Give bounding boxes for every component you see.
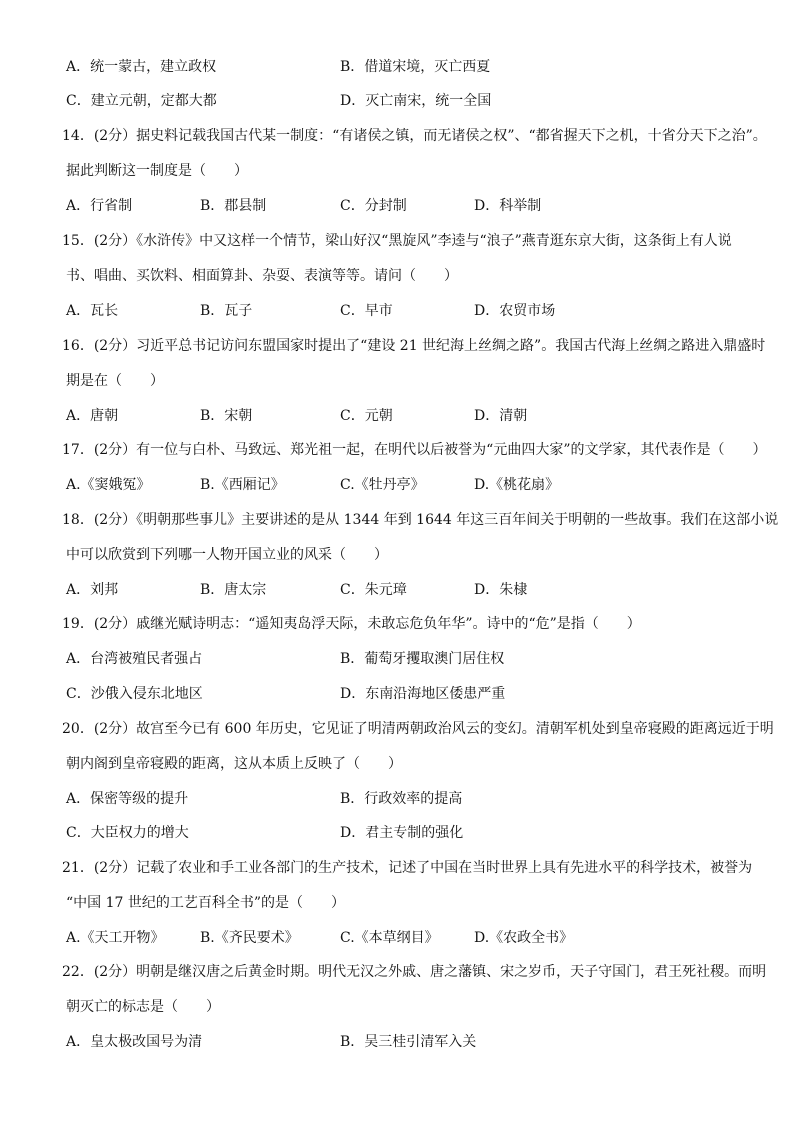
question-19-text: 19．(2分）戚继光赋诗明志：“遥知夷岛浮天际，未敢忘危负年华”。诗中的“危”是指（ ） (62, 616, 641, 632)
option-d: D．农贸市场 (474, 303, 556, 319)
option-d: D．君主专制的强化 (340, 825, 464, 841)
option-b: B．瓦子 (200, 303, 253, 319)
option-c: C.《本草纲目》 (340, 930, 439, 946)
question-15-text: 15．(2分）《水浒传》中又这样一个情节，梁山好汉“黑旋风”李逵与“浪子”燕青逛东京大街，这条街上有人说 (62, 233, 732, 249)
option-d: D．清朝 (474, 408, 528, 424)
option-a: A.《窦娥冤》 (66, 477, 151, 493)
option-c: C．分封制 (340, 198, 407, 214)
option-c: C．建立元朝，定都大都 (66, 93, 217, 109)
question-18-text-cont: 中可以欣赏到下列哪一人物开国立业的风采（ ） (66, 547, 388, 563)
question-21-text-cont: “中国 17 世纪的工艺百科全书”的是（ ） (66, 895, 346, 911)
option-d: D．科举制 (474, 198, 542, 214)
option-a: A．刘邦 (66, 582, 119, 598)
question-20-text-cont: 朝内阁到皇帝寝殿的距离，这从本质上反映了（ ） (66, 756, 402, 772)
option-b: B．葡萄牙攫取澳门居住权 (340, 651, 505, 667)
option-c: C．元朝 (340, 408, 393, 424)
option-a: A．保密等级的提升 (66, 791, 189, 807)
option-b: B．唐太宗 (200, 582, 267, 598)
option-a: A．行省制 (66, 198, 133, 214)
question-15-text-cont: 书、唱曲、买饮料、相面算卦、杂耍、表演等等。请问（ ） (66, 268, 458, 284)
option-c: C．大臣权力的增大 (66, 825, 189, 841)
option-c: C．朱元璋 (340, 582, 407, 598)
question-20-text: 20．(2分）故宫至今已有 600 年历史，它见证了明清两朝政治风云的变幻。清朝军机处到皇帝寝殿的距离远近于明 (62, 721, 774, 737)
option-c: C.《牡丹亭》 (340, 477, 425, 493)
option-b: B.《齐民要术》 (200, 930, 299, 946)
option-b: B．行政效率的提高 (340, 791, 463, 807)
option-a: A．统一蒙古，建立政权 (66, 59, 217, 75)
question-18-text: 18．(2分）《明朝那些事儿》主要讲述的是从 1344 年到 1644 年这三百年间关于明朝的一些故事。我们在这部小说 (62, 512, 779, 528)
option-a: A．皇太极改国号为清 (66, 1034, 203, 1050)
option-a: A．唐朝 (66, 408, 119, 424)
option-b: B．吴三桂引清军入关 (340, 1034, 477, 1050)
option-b: B．借道宋境，灭亡西夏 (340, 59, 491, 75)
option-b: B．宋朝 (200, 408, 253, 424)
option-c: C．沙俄入侵东北地区 (66, 686, 203, 702)
question-17-text: 17．(2分）有一位与白朴、马致远、郑光祖一起，在明代以后被誉为“元曲四大家”的文学家，其代表作是（ ） (62, 442, 767, 458)
option-a: A．台湾被殖民者强占 (66, 651, 203, 667)
option-d: D．东南沿海地区倭患严重 (340, 686, 506, 702)
question-16-text-cont: 期是在（ ） (66, 373, 164, 389)
question-14-text-cont: 据此判断这一制度是（ ） (66, 163, 248, 179)
option-d: D．灭亡南宋，统一全国 (340, 93, 492, 109)
option-b: B.《西厢记》 (200, 477, 285, 493)
option-a: A．瓦长 (66, 303, 119, 319)
option-d: D.《农政全书》 (474, 930, 574, 946)
option-b: B．郡县制 (200, 198, 267, 214)
question-14-text: 14．(2分）据史料记载我国古代某一制度：“有诸侯之镇，而无诸侯之权”、“都省握天下之机，十省分天下之治”。 (62, 128, 767, 144)
question-16-text: 16．(2分）习近平总书记访问东盟国家时提出了“建设 21 世纪海上丝绸之路”。我国古代海上丝绸之路进入鼎盛时 (62, 338, 766, 354)
option-d: D．朱棣 (474, 582, 528, 598)
option-a: A.《天工开物》 (66, 930, 165, 946)
question-22-text: 22．(2分）明朝是继汉唐之后黄金时期。明代无汉之外戚、唐之藩镇、宋之岁币，天子守国门，君王死社稷。而明 (62, 964, 767, 980)
option-c: C．早市 (340, 303, 393, 319)
question-21-text: 21．(2分）记载了农业和手工业各部门的生产技术，记述了中国在当时世界上具有先进水平的科学技术，被誉为 (62, 860, 753, 876)
option-d: D.《桃花扇》 (474, 477, 560, 493)
question-22-text-cont: 朝灭亡的标志是（ ） (66, 999, 220, 1015)
